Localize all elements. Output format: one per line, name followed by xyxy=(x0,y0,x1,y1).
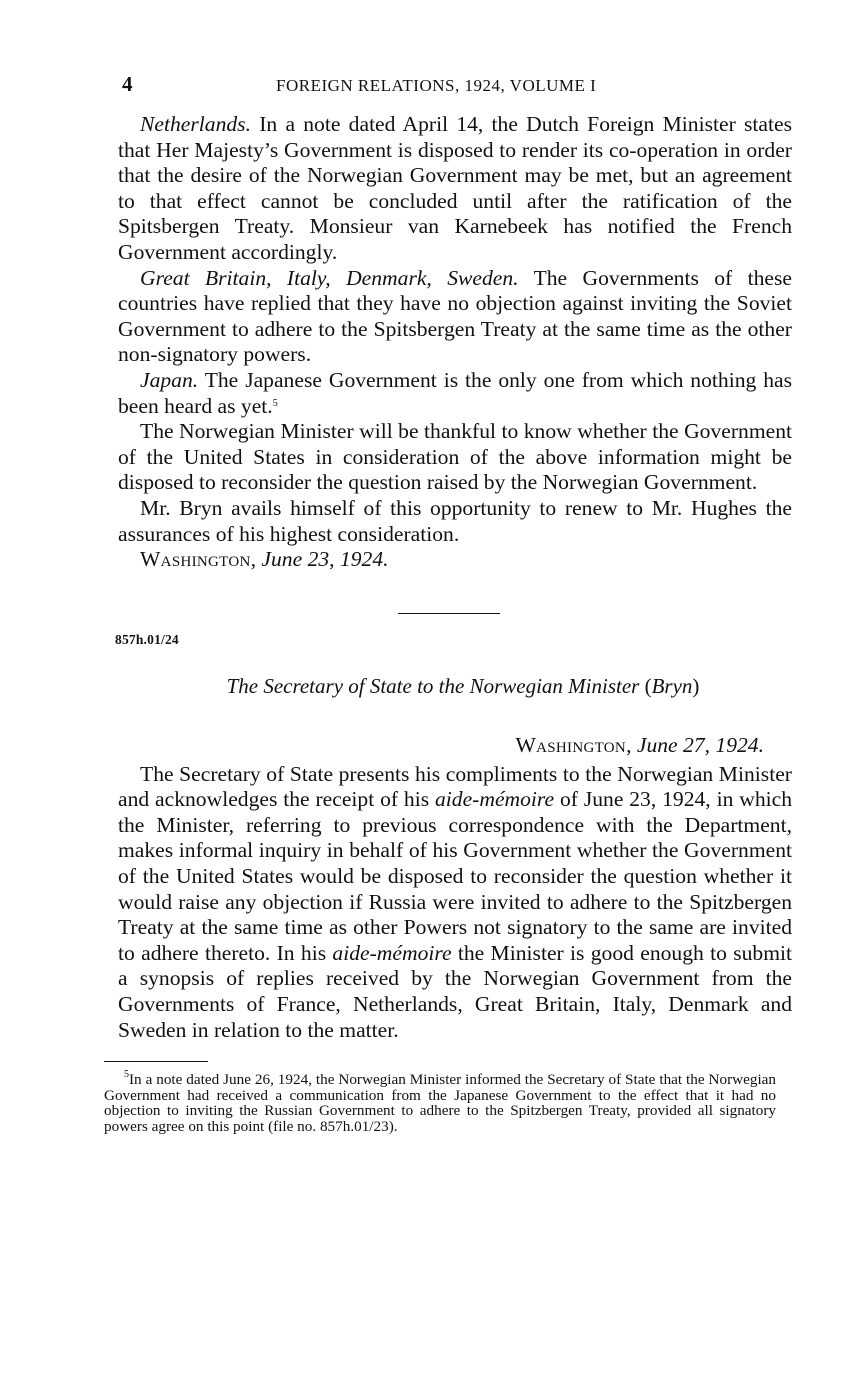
dateline: Washington, June 27, 1924. xyxy=(515,732,764,757)
paragraph-netherlands xyxy=(118,112,792,266)
footnote-paragraph xyxy=(104,1069,776,1135)
footnote xyxy=(104,1069,776,1135)
running-head: FOREIGN RELATIONS, 1924, VOLUME I xyxy=(276,76,597,95)
page-number: 4 xyxy=(122,72,133,96)
second-document-body xyxy=(118,762,792,1044)
date: June 23, 1924. xyxy=(261,547,389,572)
paragraph-request: The Norwegian Minister will be thankful to know whether the Government of the United States in consideration of the above information might be disposed to reconsider the question raised by the Norwegian Government. xyxy=(118,419,792,495)
dateline-place: Washington xyxy=(515,732,627,757)
country-label-netherlands: Netherlands. xyxy=(140,112,251,136)
section-divider xyxy=(398,613,500,614)
netherlands-text: In a note dated April 14, the Dutch Foreign Minister states that Her Majesty’s Government is disposed to render its co-operation in order that the desire of the Norwegian Government may be met, but an agreement to that effect cannot be concluded until after the ratification of the Spitsbergen Treaty. Monsieur van Karnebeek has notified the French Government accordingly. xyxy=(118,112,792,264)
place: Washington xyxy=(140,547,251,572)
country-label-japan: Japan. xyxy=(140,367,199,392)
footnote-marker: 5 xyxy=(124,1069,129,1081)
note-continuation xyxy=(118,112,792,573)
document-title-name: Bryn xyxy=(651,673,693,698)
page-header xyxy=(118,72,792,102)
country-label-great-britain: Great Britain, Italy, Denmark, Sweden. xyxy=(140,265,519,290)
paragraph-secretary-reply: The Secretary of State presents his compliments to the Norwegian Minister and acknowledges the receipt of his aide-mémoire of June 23, 1924, in which the Minister, referring to previous correspondence with the Department, makes informal inquiry in behalf of his Government whether the Government of the United States would be disposed to reconsider the question whether it would raise any objection if Russia were invited to adhere to the Spitzbergen Treaty at the same time as other Powers not signatory to the same are invited to adhere thereto. In his aide-mémoire the Minister is good enough to submit a synopsis of replies received by the Norwegian Government from the Governments of France, Netherlands, Great Britain, Italy, Denmark and Sweden in relation to the matter. xyxy=(118,761,793,1042)
place-and-date: Washington, June 23, 1924. xyxy=(140,547,389,572)
document-page xyxy=(104,72,793,1135)
document-title-text: The Secretary of State to the Norwegian Minister xyxy=(226,673,640,698)
aide-memoire-term: aide-mémoire xyxy=(434,787,555,812)
file-number: 857h.01/24 xyxy=(115,631,179,647)
paragraph-japan xyxy=(118,368,792,419)
paragraph-great-britain xyxy=(118,266,792,368)
japan-text: The Japanese Government is the only one from which nothing has been heard as yet. xyxy=(118,367,792,418)
document-title: The Secretary of State to the Norwegian Minister (Bryn) xyxy=(226,673,700,698)
great-britain-text: The Governments of these countries have replied that they have no objection against inviting the Soviet Government to adhere to the Spitsbergen Treaty at the same time as the other non-signatory powers. xyxy=(118,265,792,367)
dateline-date: June 27, 1924. xyxy=(636,732,764,757)
aide-memoire-term: aide-mémoire xyxy=(332,940,452,965)
paragraph-closing: Mr. Bryn avails himself of this opportunity to renew to Mr. Hughes the assurances of his highest consideration. xyxy=(118,495,792,546)
footnote-divider xyxy=(104,1061,208,1062)
footnote-text: In a note dated June 26, 1924, the Norwegian Minister informed the Secretary of State that the Norwegian Government had received a communication from the Japanese Government to the effect that it had no objection to inviting the Russian Government to adhere to the Spitzbergen Treaty, provided all signatory powers agree on this point (file no. 857h.01/23). xyxy=(104,1071,776,1135)
footnote-reference[interactable]: 5 xyxy=(272,397,278,409)
